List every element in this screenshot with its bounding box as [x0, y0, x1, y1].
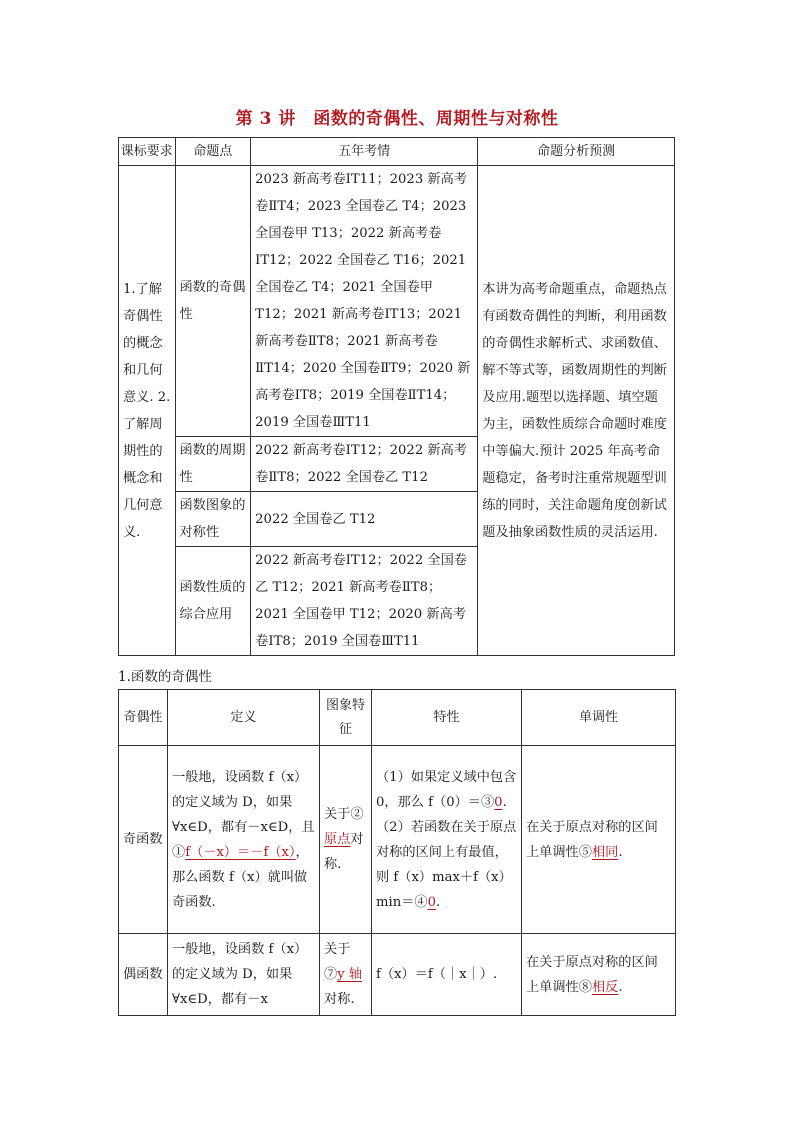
header-parity: 奇偶性: [119, 690, 168, 746]
point-cell: 函数的周期性: [175, 437, 251, 492]
table-row: [119, 166, 675, 437]
header-points: 命题点: [175, 138, 251, 166]
parity-table: [118, 689, 676, 1016]
even-definition: 一般地，设函数 f（x）的定义域为 D，如果∀x∈D，都有－x: [168, 934, 320, 1016]
odd-monotonicity: 在关于原点对称的区间上单调性⑤相同.: [522, 746, 676, 934]
odd-properties: （1）如果定义域中包含 0，那么 f（0）＝③0. （2）若函数在关于原点对称的区间上有最值，则 f（x）max＋f（x）min＝④0.: [372, 746, 522, 934]
exams-cell: 2022 全国卷乙 T12: [251, 492, 478, 547]
table-row: [119, 746, 676, 934]
even-property: f（x）＝f（｜x｜）.: [372, 934, 522, 1016]
odd-image-feature: 关于②原点对称.: [320, 746, 372, 934]
answer-2: 原点: [324, 832, 351, 847]
answer-8: 相反: [591, 979, 619, 995]
even-monotonicity: 在关于原点对称的区间上单调性⑧相反.: [522, 934, 676, 1016]
header-definition: 定义: [168, 690, 320, 746]
overview-table: [118, 137, 675, 656]
exams-cell: 2022 新高考卷ⅠT12；2022 全国卷乙 T12；2021 新高考卷ⅡT8；2021 全国卷甲 T12；2020 新高考卷ⅠT8；2019 全国卷ⅢT11: [251, 547, 478, 656]
even-label: 偶函数: [119, 934, 168, 1016]
exams-cell: 2022 新高考卷ⅠT12；2022 新高考卷ⅡT8；2022 全国卷乙 T12: [251, 437, 478, 492]
page-title: 第 3 讲 函数的奇偶性、周期性与对称性: [235, 109, 559, 129]
requirements-cell: 1.了解奇偶性的概念和几何意义. 2.了解周期性的概念和几何意义.: [119, 166, 176, 656]
answer-1: f（－x）＝－f（x）: [185, 844, 296, 860]
header-analysis: 命题分析预测: [478, 138, 675, 166]
header-requirements: 课标要求: [119, 138, 176, 166]
odd-label: 奇函数: [119, 746, 168, 934]
answer-3: 0: [494, 794, 503, 810]
parity-header-row: [119, 690, 676, 746]
answer-7: y 轴: [337, 967, 363, 982]
header-monotonicity: 单调性: [522, 690, 676, 746]
point-cell: 函数的奇偶性: [175, 166, 251, 437]
answer-5: 相同: [591, 844, 619, 860]
table-row: [119, 934, 676, 1016]
odd-definition: 一般地，设函数 f（x）的定义域为 D，如果∀x∈D，都有－x∈D，且①f（－x）＝－f（x），那么函数 f（x）就叫做奇函数.: [168, 746, 320, 934]
point-cell: 函数性质的综合应用: [175, 547, 251, 656]
answer-4: 0: [427, 894, 436, 910]
header-exams: 五年考情: [251, 138, 478, 166]
exams-cell: 2023 新高考卷ⅠT11；2023 新高考卷ⅡT4；2023 全国卷乙 T4；2023 全国卷甲 T13；2022 新高考卷ⅠT12；2022 全国卷乙 T16；2021 全国卷乙 T4；2021 全国卷甲 T12；2021 新高考卷ⅠT13；2021 新高考卷ⅡT8；2021 新高考卷ⅡT14；2020 全国卷ⅡT9；2020 新高考卷ⅠT8；2019 全国卷ⅡT14；2019 全国卷ⅢT11: [251, 166, 478, 437]
header-image: 图象特征: [320, 690, 372, 746]
analysis-cell: 本讲为高考命题重点，命题热点有函数奇偶性的判断，利用函数的奇偶性求解析式、求函数值、解不等式等，函数周期性的判断及应用.题型以选择题、填空题为主，函数性质综合命题时难度中等偏大.预计 2025 年高考命题稳定，备考时注重常规题型训练的同时，关注命题角度创新试题及抽象函数性质的灵活运用.: [478, 166, 675, 656]
point-cell: 函数图象的对称性: [175, 492, 251, 547]
header-property: 特性: [372, 690, 522, 746]
section-heading: 1.函数的奇偶性: [118, 669, 212, 685]
even-image-feature: 关于⑦y 轴对称.: [320, 934, 372, 1016]
overview-header-row: [119, 138, 675, 166]
